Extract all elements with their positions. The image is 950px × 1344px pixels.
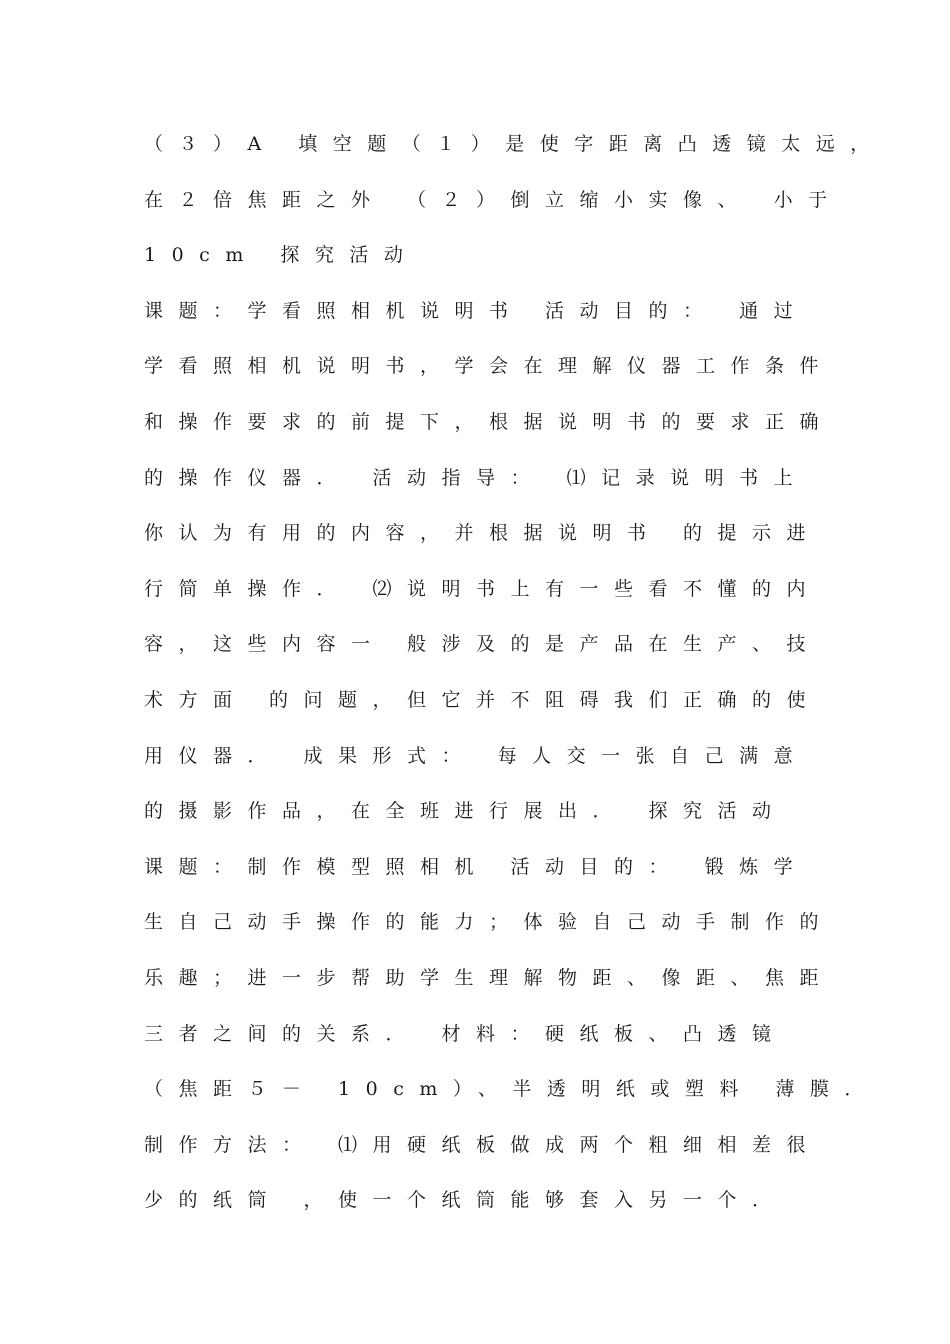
text-line-6: 和操作要求的前提下，根据说明书的要求正确: [144, 410, 835, 433]
text-line-8: 你认为有用的内容，并根据说明书 的提示进: [144, 522, 822, 545]
text-line-16: 乐趣；进一步帮助学生理解物距、像距、焦距: [144, 966, 835, 989]
body-text: [144, 122, 885, 1234]
text-line-15: 生自己动手操作的能力；体验自己动手制作的: [144, 911, 835, 934]
text-line-4: 课题：学看照相机说明书 活动目的： 通过: [144, 299, 809, 322]
text-line-2: 在２倍焦距之外 （２）倒立缩小实像、 小于: [144, 188, 843, 211]
text-line-1: （３）A 填空题（１）是使字距离凸透镜太远，: [144, 133, 885, 155]
text-line-13: 的摄影作品，在全班进行展出． 探究活动: [144, 800, 787, 823]
text-line-12: 用仪器． 成果形式： 每人交一张自己满意: [144, 744, 809, 767]
text-line-20: 少的纸筒 ，使一个纸筒能够套入另一个．: [144, 1189, 787, 1212]
text-line-11: 术方面 的问题，但它并不阻碍我们正确的使: [144, 688, 822, 711]
text-line-9: 行简单操作． ⑵说明书上有一些看不懂的内: [144, 577, 822, 600]
text-line-5: 学看照相机说明书，学会在理解仪器工作条件: [144, 355, 835, 378]
text-line-17: 三者之间的关系． 材料：硬纸板、凸透镜: [144, 1022, 787, 1045]
text-line-19: 制作方法： ⑴用硬纸板做成两个粗细相差很: [144, 1133, 822, 1156]
text-line-14: 课题：制作模型照相机 活动目的： 锻炼学: [144, 855, 809, 878]
text-line-3: 10cm 探究活动: [144, 244, 419, 267]
text-line-18: （焦距５－ 10cm）、半透明纸或塑料 薄膜．: [144, 1078, 879, 1101]
text-line-10: 容，这些内容一 般涉及的是产品在生产、技: [144, 633, 822, 656]
text-line-7: 的操作仪器． 活动指导： ⑴记录说明书上: [144, 466, 809, 489]
